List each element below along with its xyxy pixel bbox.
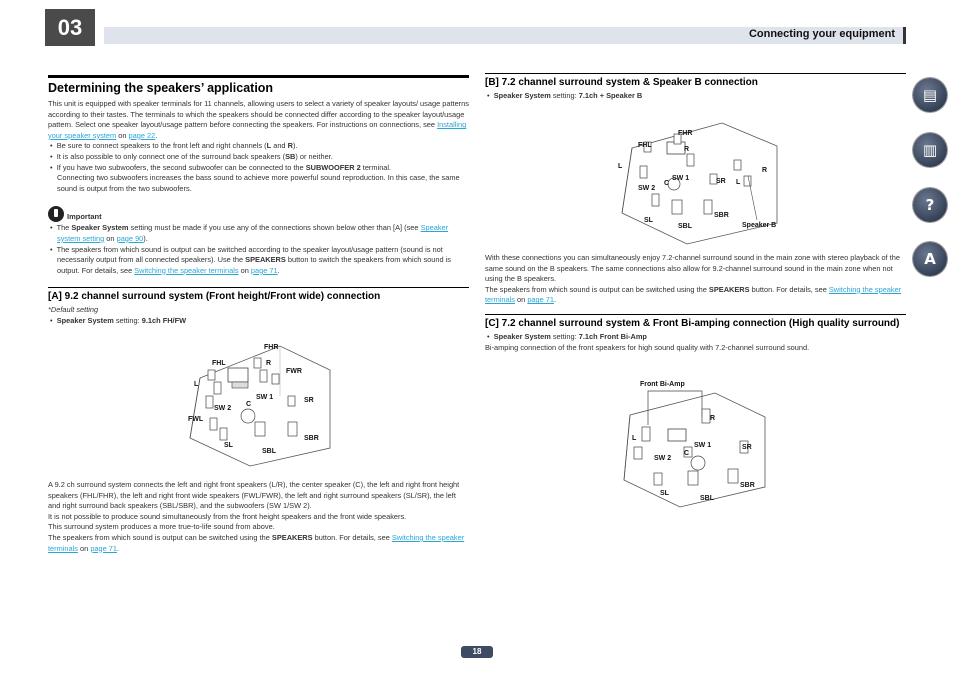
b-label-sbr: SBR — [714, 212, 729, 219]
bullet-text: Be sure to connect speakers to the front left and right channels ( — [56, 141, 267, 151]
b-setting: • Speaker System setting: 7.1ch + Speaker B — [487, 91, 643, 100]
link-page-90[interactable]: page 90 — [116, 233, 144, 243]
header-bar — [104, 27, 906, 44]
bullet-3: • If you have two subwoofers, the second subwoofer can be connected to the SUBWOOFER 2 terminal. — [50, 162, 392, 172]
link-page-71[interactable]: page 71 — [250, 265, 278, 275]
b-label-fhl: FHL — [638, 142, 652, 149]
bullet-text: If you have two subwoofers, the second subwoofer can be connected to the — [56, 162, 306, 172]
important-label: Important — [67, 211, 102, 221]
c-label-sw2: SW 2 — [654, 455, 672, 462]
c-label-r: R — [710, 415, 716, 422]
b-label-sr: SR — [716, 178, 726, 185]
imp-text: ). — [143, 233, 148, 243]
intro-end: . — [155, 130, 158, 140]
default-setting-note: *Default setting — [48, 305, 99, 315]
b-label-sl: SL — [644, 217, 653, 224]
link-installing-speakers[interactable]: Installing your speaker system — [48, 120, 467, 140]
c-setting-bold: Speaker System — [493, 331, 551, 341]
c-label-sr: SR — [742, 444, 752, 451]
a-label-fwl: FWL — [188, 416, 204, 423]
a-setting: • Speaker System setting: 9.1ch FH/FW — [50, 315, 187, 325]
c-label-sw1: SW 1 — [694, 442, 712, 449]
b-label-speaker-b: Speaker B — [742, 222, 777, 229]
a-label-sw1: SW 1 — [256, 394, 274, 401]
a-label-l: L — [194, 381, 199, 388]
b-label-sbl: SBL — [678, 223, 692, 230]
c-label-front-biamp: Front Bi-Amp — [640, 381, 685, 388]
a-label-sbl: SBL — [262, 448, 276, 455]
link-switching-terminals[interactable]: Switching the speaker terminals — [485, 284, 902, 305]
imp-text: The speakers from which sound is output can be switched according to the speaker layout/usage pattern (sound is not necessarily output from all connected speakers). Use the — [56, 244, 443, 265]
b-label-sw2: SW 2 — [638, 185, 656, 192]
link-page-71[interactable]: page 71 — [527, 295, 555, 305]
a-setting-text: setting: — [113, 315, 142, 325]
imp-text: . — [277, 265, 280, 275]
a-label-sw2: SW 2 — [214, 405, 232, 412]
b-label-b-l: L — [736, 179, 741, 186]
c-paragraph-1: Bi-amping connection of the front speakers for high sound quality with 7.2-channel surround sound. — [485, 342, 810, 352]
b-paragraph-2 — [485, 285, 906, 306]
a-label-fhl: FHL — [212, 360, 226, 367]
a-setting-value: 9.1ch FH/FW — [141, 315, 187, 325]
b-setting-value: 7.1ch + Speaker B — [578, 91, 643, 100]
section-a-title: [A] 9.2 channel surround system (Front height/Front wide) connection — [48, 287, 469, 303]
link-page-22[interactable]: page 22 — [128, 130, 156, 140]
b-setting-text: setting: — [550, 91, 579, 100]
bullet-1: • Be sure to connect speakers to the front left and right channels (L and R). — [50, 141, 298, 151]
right-column-middle — [485, 253, 906, 353]
b-p2-text: . — [554, 295, 557, 305]
bullet-bold: L — [266, 141, 272, 151]
a-paragraph-2: It is not possible to produce sound simultaneously from the front height speakers and the front wide speakers. — [48, 511, 407, 521]
a-label-fwr: FWR — [286, 368, 302, 375]
intro-paragraph — [48, 99, 469, 141]
bullet-bold: SUBWOOFER 2 — [305, 162, 361, 172]
book-icon[interactable]: ▤ — [913, 78, 947, 112]
imp-bold: Speaker System — [71, 223, 129, 233]
important-heading — [48, 206, 469, 222]
a-label-sl: SL — [224, 442, 233, 449]
imp-text: on — [238, 265, 251, 275]
a-label-r: R — [266, 360, 272, 367]
section-c-title: [C] 7.2 channel surround system & Front Bi-amping connection (High quality surround) — [485, 314, 906, 330]
c-label-sbl: SBL — [700, 495, 714, 502]
a-label-sr: SR — [304, 397, 314, 404]
link-switching-terminals[interactable]: Switching the speaker terminals — [48, 532, 465, 553]
b-label-fhr: FHR — [678, 130, 693, 137]
imp-text: setting must be made if you use any of the connections shown below other than [A] (see — [128, 223, 421, 233]
b-label-l: L — [618, 163, 623, 170]
bullet-bold: SB — [285, 151, 296, 161]
bullet-3-sub: Connecting two subwoofers increases the bass sound to achieve more powerful sound reproduction. In this case, the same sound is output from the two subwoofers. — [57, 173, 460, 193]
b-p2-text: The speakers from which sound is output can be switched using the — [485, 284, 709, 294]
a-paragraph-3: This surround system produces a more true-to-life sound from above. — [48, 522, 275, 532]
link-speaker-system-setting[interactable]: Speaker system setting — [57, 223, 449, 243]
intro-on: on — [116, 130, 129, 140]
section-b-title: [B] 7.2 channel surround system & Speaker B connection — [485, 73, 906, 89]
important-icon — [48, 206, 64, 222]
c-setting-text: setting: — [550, 331, 579, 341]
a-p4-text: The speakers from which sound is output can be switched using the — [48, 532, 272, 542]
help-icon[interactable]: ? — [913, 188, 947, 222]
diagram-a — [180, 338, 340, 468]
a-setting-bold: Speaker System — [56, 315, 114, 325]
remote-icon[interactable]: ▥ — [913, 133, 947, 167]
a-p4-bold: SPEAKERS — [271, 532, 313, 542]
important-bullet-2: • The speakers from which sound is output can be switched according to the speaker layout/usage pattern (sound is not necessarily output from all connected speakers). Use the SPEAKERS button to switch the speakers from which sound is output. For details, see Switching the speaker terminals on page 71. — [50, 244, 451, 275]
bullet-2: • It is also possible to only connect one of the surround back speakers (SB) or neither. — [50, 151, 333, 161]
link-page-71[interactable]: page 71 — [90, 543, 118, 553]
diagram-b — [612, 118, 792, 248]
a-label-fhr: FHR — [264, 344, 279, 351]
imp-bold: SPEAKERS — [245, 255, 286, 265]
a-p4-text: button. For details, see — [312, 532, 392, 542]
a-paragraph-4 — [48, 533, 469, 554]
imp-text: The — [56, 223, 72, 233]
diagram-c — [620, 375, 780, 510]
a-p4-text: on — [77, 543, 91, 553]
c-label-sbr: SBR — [740, 482, 755, 489]
b-p2-bold: SPEAKERS — [708, 284, 750, 294]
chapter-number: 03 — [45, 9, 95, 46]
a-p4-text: . — [117, 543, 120, 553]
c-label-l: L — [632, 435, 637, 442]
c-setting-value: 7.1ch Front Bi-Amp — [578, 331, 647, 341]
b-setting-bold: Speaker System — [493, 91, 551, 100]
b-p2-text: button. For details, see — [749, 284, 829, 294]
left-column — [48, 75, 469, 327]
b-label-r: R — [684, 146, 690, 153]
link-switching-terminals[interactable]: Switching the speaker terminals — [134, 265, 239, 275]
right-column — [485, 73, 906, 102]
a-paragraph-1: A 9.2 ch surround system connects the left and right front speakers (L/R), the center speaker (C), the left and right front height speakers (FHL/FHR), the left and right front wide speakers (FWL/FWR), the left and right surround speakers (SL/SR), the left and right surround back speakers (SBL/SBR), and the subwoofers (SW 1/SW 2). — [48, 480, 460, 511]
bullet-bold: R — [287, 141, 293, 151]
settings-icon[interactable]: A — [913, 242, 947, 276]
b-label-sw1: SW 1 — [672, 175, 690, 182]
left-column-bottom — [48, 480, 469, 554]
bullet-text: ) or neither. — [295, 151, 333, 161]
c-label-sl: SL — [660, 490, 669, 497]
imp-text: button to switch the speakers from which sound is output. For details, see — [57, 255, 451, 275]
bullet-text: ). — [292, 141, 298, 151]
c-label-c: C — [684, 450, 690, 457]
a-label-sbr: SBR — [304, 435, 319, 442]
a-label-c: C — [246, 401, 252, 408]
page-number: 18 — [461, 646, 493, 658]
imp-text: on — [104, 233, 117, 243]
b-label-b-r: R — [762, 167, 768, 174]
b-p2-text: on — [514, 295, 528, 305]
b-paragraph-1: With these connections you can simultaneously enjoy 7.2-channel surround sound in the main zone with stereo playback of the same sound on the B speakers. The same connections also allow for 9.2-channel surround sound in the main zone when not using the B speakers. — [485, 253, 900, 284]
bullet-text: It is also possible to only connect one of the surround back speakers ( — [56, 151, 286, 161]
important-bullet-1: • The Speaker System setting must be made if you use any of the connections shown below other than [A] (see Speaker system setting on page 90). — [50, 223, 449, 243]
b-label-c: C — [664, 180, 670, 187]
c-setting: • Speaker System setting: 7.1ch Front Bi-Amp — [487, 331, 647, 341]
bullet-text: and — [271, 141, 288, 151]
header-title: Connecting your equipment — [748, 28, 895, 40]
section-title: Determining the speakers’ application — [48, 75, 469, 95]
intro-text: This unit is equipped with speaker terminals for 11 channels, allowing users to select a variety of speaker layouts/ usage patterns according to their tastes. The terminals to which the speakers should be connected differ according to the speaker layout/usage pattern. Select one speaker layout/usage pattern before connecting the speakers. For instructions on connections, see — [48, 99, 469, 130]
bullet-text: terminal. — [360, 162, 392, 172]
